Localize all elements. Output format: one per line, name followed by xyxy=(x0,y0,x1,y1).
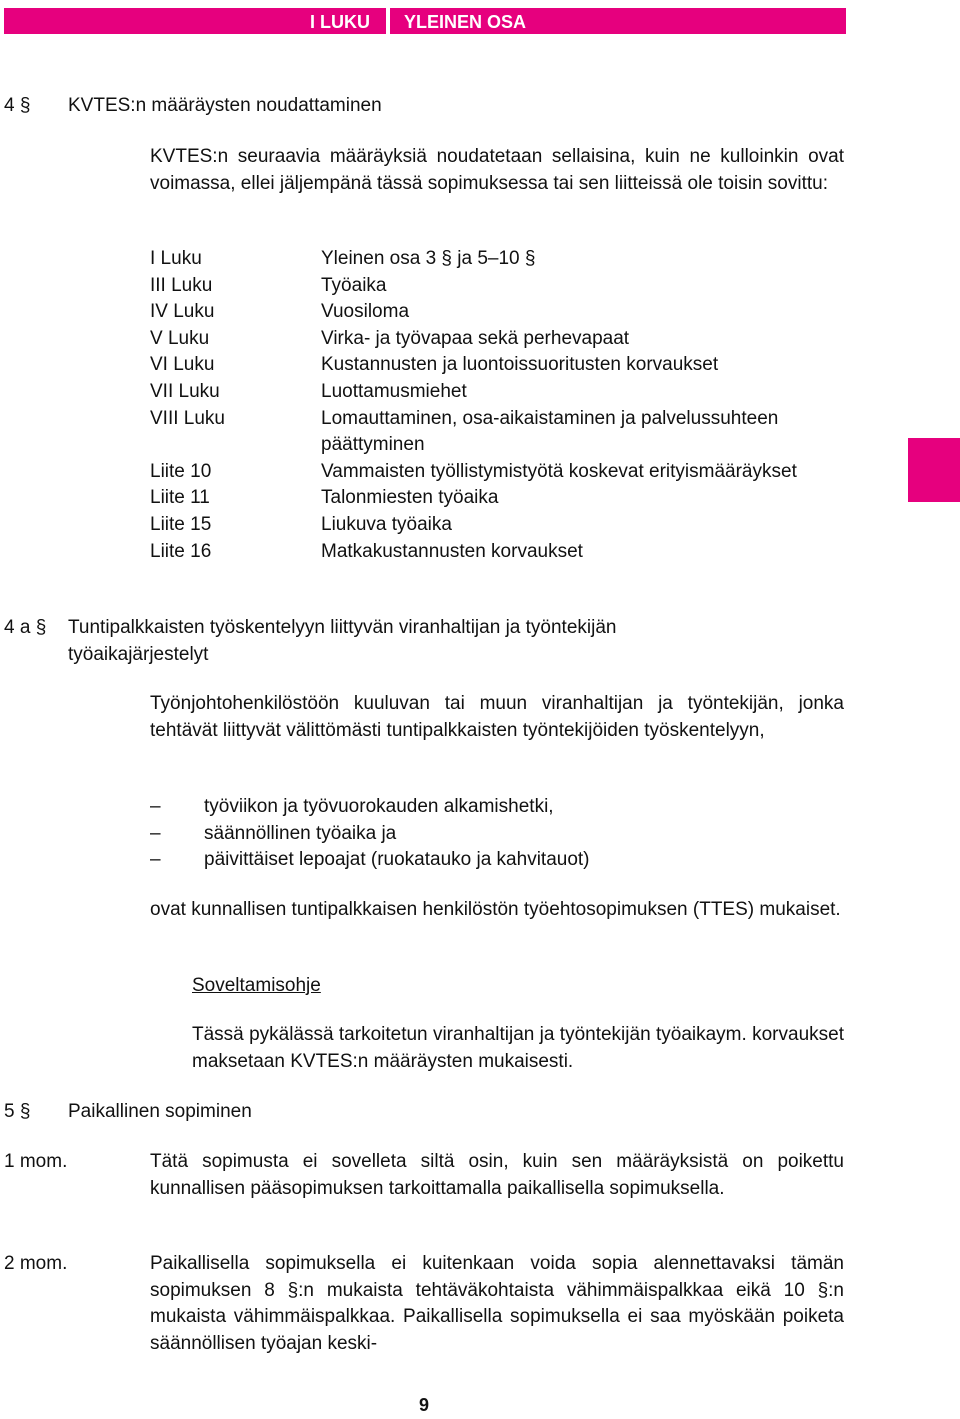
dash-bullet: – xyxy=(150,849,161,871)
list-item-text: työviikon ja työvuorokauden alkamishetki, xyxy=(204,796,554,817)
chapter-header-bar xyxy=(4,8,846,34)
table-cell-desc: Lomauttaminen, osa-aikaistaminen ja palvelussuhteen päättyminen xyxy=(321,407,779,456)
table-cell-desc: Talonmiesten työaika xyxy=(321,487,499,509)
table-cell-ref: Liite 10 xyxy=(150,460,212,482)
moment-label: 2 mom. xyxy=(4,1253,68,1274)
section-4a-intro: Työnjohtohenkilöstöön kuuluvan tai muun viranhaltijan ja työntekijän, jonka tehtävät liittyvät välittömästi tuntipalkkaisten työntekijöiden työskentelyyn, xyxy=(150,693,844,741)
table-cell-ref: Liite 16 xyxy=(150,540,212,562)
section-title: Paikallinen sopiminen xyxy=(68,1101,252,1122)
list-item xyxy=(150,847,844,874)
table-cell-desc: Työaika xyxy=(321,274,387,296)
list-item xyxy=(150,794,844,821)
table-row xyxy=(150,459,850,486)
table-cell-desc: Luottamusmiehet xyxy=(321,380,467,402)
table-row xyxy=(150,352,850,379)
table-cell-desc: Virka- ja työvapaa sekä perhevapaat xyxy=(321,327,630,349)
section-4-intro: KVTES:n seuraavia määräyksiä noudatetaan sellaisina, kuin ne kulloinkin ovat voimassa, ellei jäljempänä tässä sopimuksessa tai sen liitteissä ole toisin sovittu: xyxy=(150,146,844,194)
table-cell-ref: VIII Luku xyxy=(150,407,225,429)
table-cell-ref: VI Luku xyxy=(150,354,215,376)
section-title: KVTES:n määräysten noudattaminen xyxy=(68,95,382,116)
header-divider xyxy=(386,8,390,34)
section-number: 5 § xyxy=(4,1101,31,1122)
guide-title: Soveltamisohje xyxy=(192,975,321,996)
table-cell-desc: Liukuva työaika xyxy=(321,513,452,535)
table-cell-ref: VII Luku xyxy=(150,380,220,402)
moment-text: Paikallisella sopimuksella ei kuitenkaan voida sopia alennettavaksi tämän sopimuksen 8 §:n mukaista tehtäväkohtaista vähimmäispalkkaa eikä 10 §:n mukaista vähimmäispalkkaa. Paikallisella sopimuksella ei saa myöskään poiketa säännöllisen työajan keski- xyxy=(150,1253,844,1354)
page-number: 9 xyxy=(418,1395,429,1415)
dash-bullet: – xyxy=(150,796,161,817)
chapter-label: I LUKU xyxy=(310,12,370,32)
table-row xyxy=(150,379,850,406)
reference-table xyxy=(150,246,850,565)
table-cell-desc: Vuosiloma xyxy=(321,301,410,323)
table-cell-ref: IV Luku xyxy=(150,301,215,323)
list-item xyxy=(150,821,844,848)
table-cell-ref: I Luku xyxy=(150,248,202,269)
list-item-text: päivittäiset lepoajat (ruokatauko ja kahvitauot) xyxy=(204,849,590,871)
table-cell-ref: Liite 11 xyxy=(150,487,210,509)
section-title: Tuntipalkkaisten työskentelyyn liittyvän viranhaltijan ja työntekijän työaikajärjestelyt xyxy=(68,617,617,665)
moment-label: 1 mom. xyxy=(4,1151,68,1172)
table-row xyxy=(150,299,850,326)
section-4a-outro: ovat kunnallisen tuntipalkkaisen henkilöstön työehtosopimuksen (TTES) mukaiset. xyxy=(150,899,841,920)
table-cell-desc: Kustannusten ja luontoissuoritusten korvaukset xyxy=(321,354,719,376)
table-cell-desc: Matkakustannusten korvaukset xyxy=(321,540,583,562)
table-row xyxy=(150,273,850,300)
chapter-side-marker xyxy=(908,438,960,502)
dash-bullet: – xyxy=(150,822,161,844)
table-cell-ref: V Luku xyxy=(150,327,210,349)
table-cell-desc: Yleinen osa 3 § ja 5–10 § xyxy=(321,248,536,269)
table-cell-ref: Liite 15 xyxy=(150,513,212,535)
dash-list xyxy=(150,794,844,874)
table-row xyxy=(150,326,850,353)
section-number: 4 § xyxy=(4,95,31,116)
part-label: YLEINEN OSA xyxy=(404,12,527,32)
guide-text: Tässä pykälässä tarkoitetun viranhaltijan ja työntekijän työaikaym. korvaukset maksetaan KVTES:n määräysten mukaisesti. xyxy=(192,1024,844,1072)
table-row xyxy=(150,539,850,566)
table-cell-desc: Vammaisten työllistymistyötä koskevat erityismääräykset xyxy=(321,460,797,482)
table-row xyxy=(150,246,850,273)
moment-text: Tätä sopimusta ei sovelleta siltä osin, kuin sen määräyksistä on poikettu kunnallisen pääsopimuksen tarkoittamalla paikallisella sopimuksella. xyxy=(150,1151,844,1199)
table-cell-ref: III Luku xyxy=(150,274,213,296)
table-row xyxy=(150,485,850,512)
table-row xyxy=(150,512,850,539)
table-row xyxy=(150,406,850,459)
list-item-text: säännöllinen työaika ja xyxy=(204,822,397,844)
section-number: 4 a § xyxy=(4,617,47,638)
